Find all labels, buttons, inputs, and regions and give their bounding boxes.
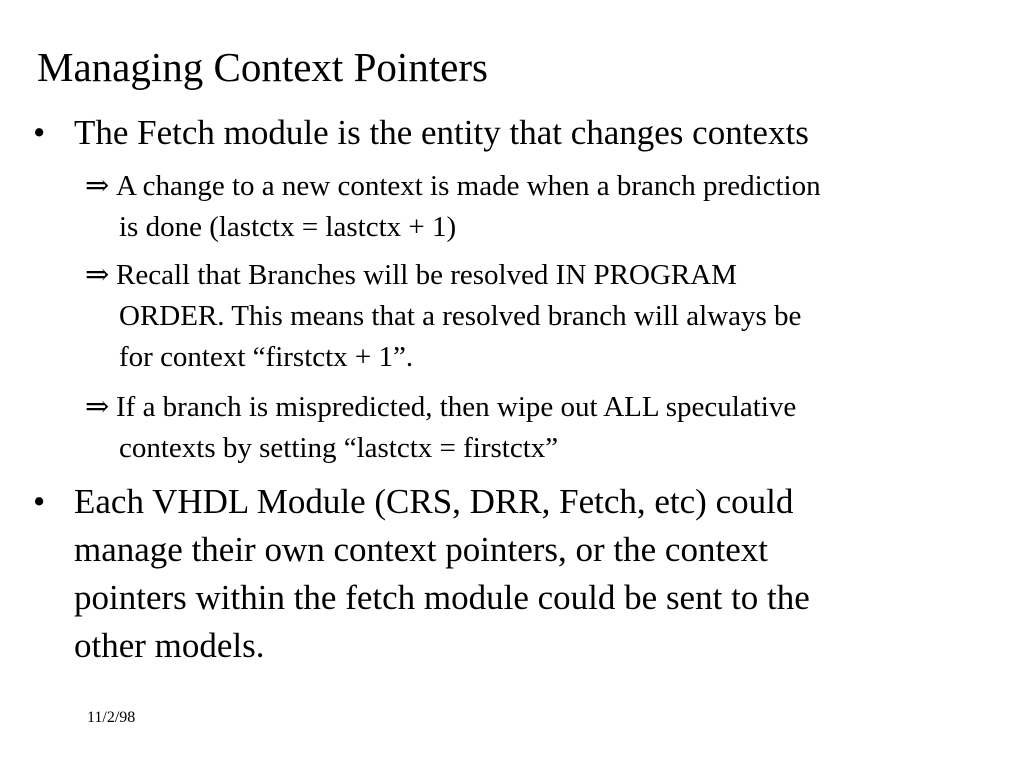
subbullet-3-text — [116, 387, 979, 469]
bullet-dot-icon: • — [33, 113, 46, 152]
bullet-1-line-1: The Fetch module is the entity that changes contexts — [74, 113, 809, 152]
subbullet-1-line-2: is done (lastctx = lastctx + 1) — [119, 211, 457, 243]
subbullet-1-text — [116, 166, 979, 248]
subbullet-2-line-1: Recall that Branches will be resolved IN PROGRAM — [116, 259, 737, 291]
subbullet-3-line-1: If a branch is mispredicted, then wipe out ALL speculative — [116, 391, 797, 423]
bullet-2-line-2: manage their own context pointers, or the context — [74, 530, 768, 569]
slide-title: Managing Context Pointers — [37, 44, 488, 90]
subbullet-1-line-1: A change to a new context is made when a branch prediction — [116, 170, 821, 202]
bullet-dot-icon: • — [33, 482, 46, 521]
bullet-2-line-3: pointers within the fetch module could be sent to the — [74, 578, 810, 617]
bullet-2-line-4: other models. — [74, 626, 265, 665]
footer-date: 11/2/98 — [87, 709, 136, 726]
implies-arrow-icon: ⇒ — [85, 259, 110, 291]
subbullet-2-text — [116, 255, 979, 378]
bullet-2-text — [74, 478, 974, 670]
implies-arrow-icon: ⇒ — [85, 170, 110, 202]
bullet-1-text — [74, 109, 974, 157]
subbullet-3-line-2: contexts by setting “lastctx = firstctx” — [119, 432, 559, 464]
bullet-2-line-1: Each VHDL Module (CRS, DRR, Fetch, etc) could — [74, 482, 794, 521]
subbullet-2-line-2: ORDER. This means that a resolved branch will always be — [119, 300, 802, 332]
subbullet-2-line-3: for context “firstctx + 1”. — [119, 341, 414, 373]
implies-arrow-icon: ⇒ — [85, 391, 110, 423]
